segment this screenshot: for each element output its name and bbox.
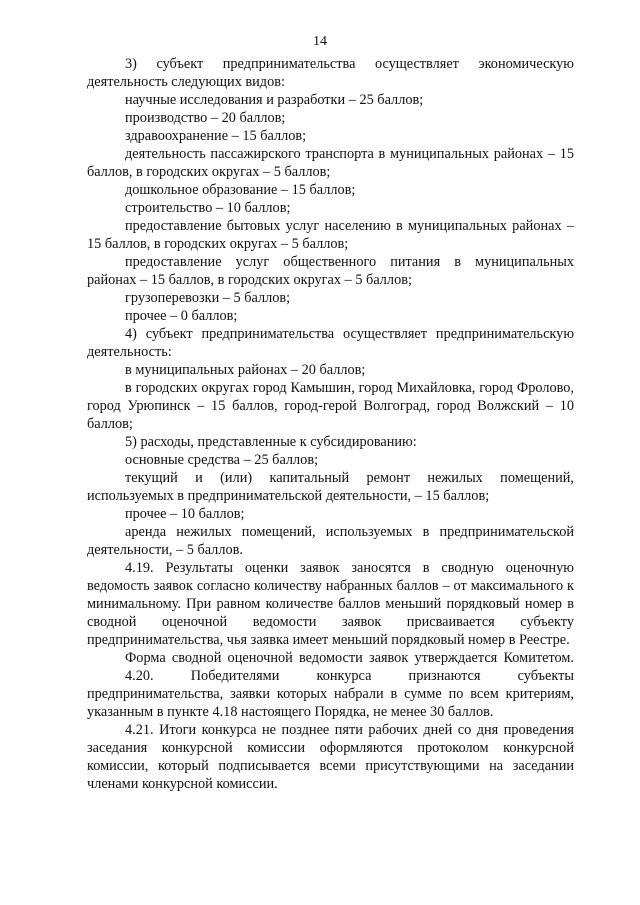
paragraph-4-21: 4.21. Итоги конкурса не позднее пяти рабочих дней со дня проведения заседания конкурсной комиссии оформляются протоколом конкурсной комиссии, который подписывается всеми присутствующими на заседании членами конкурсной комиссии.	[87, 722, 574, 792]
list-item-other-activity: прочее – 0 баллов;	[125, 308, 238, 324]
list-item-passenger-transport: деятельность пассажирского транспорта в муниципальных районах – 15 баллов, в городских округах – 5 баллов;	[87, 146, 574, 180]
list-item-production: производство – 20 баллов;	[125, 110, 286, 126]
list-item-healthcare: здравоохранение – 15 баллов;	[125, 128, 307, 144]
paragraph-4-19: 4.19. Результаты оценки заявок заносятся в сводную оценочную ведомость заявок согласно количеству набранных баллов – от максимального к минимальному. При равном количестве баллов меньший порядковый номер в сводной оценочной ведомости заявок присваивается субъекту предпринимательства, чья заявка имеет меньший порядковый номер в Реестре.	[87, 560, 574, 648]
list-item-catering: предоставление услуг общественного питания в муниципальных районах – 15 баллов, в городских округах – 5 баллов;	[87, 254, 574, 288]
paragraph-criterion-5-intro: 5) расходы, представленные к субсидированию:	[125, 434, 417, 450]
list-item-municipal-districts: в муниципальных районах – 20 баллов;	[125, 362, 366, 378]
list-item-research: научные исследования и разработки – 25 баллов;	[125, 92, 424, 108]
paragraph-4-20: 4.20. Победителями конкурса признаются субъекты предпринимательства, заявки которых набрали в сумме по всем критериям, указанным в пункте 4.18 настоящего Порядка, не менее 30 баллов.	[87, 668, 574, 720]
paragraph-form-approval: Форма сводной оценочной ведомости заявок утверждается Комитетом.	[125, 650, 574, 666]
list-item-household-services: предоставление бытовых услуг населению в муниципальных районах – 15 баллов, в городских округах – 5 баллов;	[87, 218, 574, 252]
list-item-fixed-assets: основные средства – 25 баллов;	[125, 452, 319, 468]
paragraph-criterion-4-intro: 4) субъект предпринимательства осуществляет предпринимательскую деятельность:	[87, 326, 574, 360]
list-item-rent: аренда нежилых помещений, используемых в предпринимательской деятельности, – 5 баллов.	[87, 524, 574, 558]
list-item-construction: строительство – 10 баллов;	[125, 200, 291, 216]
list-item-other-expenses: прочее – 10 баллов;	[125, 506, 245, 522]
list-item-freight: грузоперевозки – 5 баллов;	[125, 290, 291, 306]
paragraph-criterion-3-intro: 3) субъект предпринимательства осуществляет экономическую деятельность следующих видов:	[87, 56, 574, 90]
list-item-urban-districts: в городских округах город Камышин, город Михайловка, город Фролово, город Урюпинск – 15 баллов, город-герой Волгоград, город Волжский – 10 баллов;	[87, 380, 574, 432]
list-item-repair: текущий и (или) капитальный ремонт нежилых помещений, используемых в предпринимательской деятельности, – 15 баллов;	[87, 470, 574, 504]
document-body	[87, 55, 574, 793]
list-item-preschool: дошкольное образование – 15 баллов;	[125, 182, 356, 198]
page-number: 14	[313, 34, 327, 49]
